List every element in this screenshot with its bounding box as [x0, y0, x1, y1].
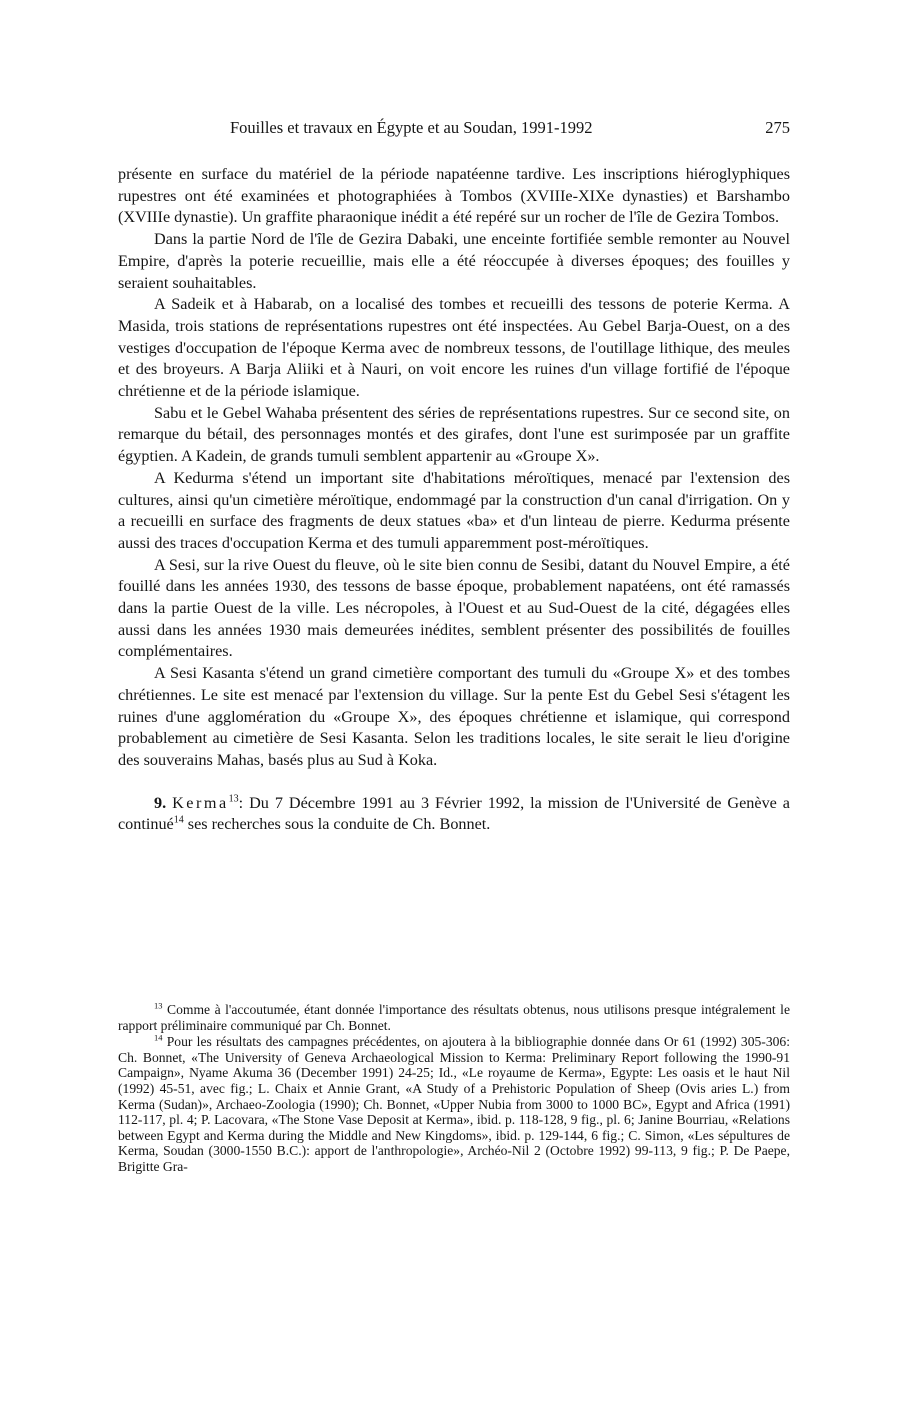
- footnote: [118, 1034, 790, 1174]
- footnote-text: Comme à l'accoutumée, étant donnée l'importance des résultats obtenus, nous utilisons presque intégralement le rapport préliminaire communiqué par Ch. Bonnet.: [118, 1002, 790, 1033]
- paragraph: A Sesi Kasanta s'étend un grand cimetière comportant des tumuli du «Groupe X» et des tombes chrétiennes. Le site est menacé par l'extension du village. Sur la pente Est du Gebel Sesi s'étagent les ruines d'une agglomération du «Groupe X», des époques chrétienne et islamique, qui correspond probablement au cimetière de Sesi Kasanta. Selon les traditions locales, le site serait le lieu d'origine des souverains Mahas, basés plus au Sud à Koka.: [118, 664, 790, 769]
- body-text: [118, 164, 790, 836]
- paragraph: Dans la partie Nord de l'île de Gezira Dabaki, une enceinte fortifiée semble remonter au Nouvel Empire, d'après la poterie recueillie, mais elle a été réoccupée à diverses époques; des fouilles y seraient souhaitables.: [118, 230, 790, 292]
- paragraph: A Sadeik et à Habarab, on a localisé des tombes et recueilli des tessons de poterie Kerma. A Masida, trois stations de représentations rupestres ont été inspectées. Au Gebel Barja-Ouest, on a des vestiges d'occupation de l'époque Kerma avec de nombreux tessons, de l'outillage lithique, des meules et des broyeurs. A Barja Aliiki et à Nauri, on voit encore les ruines d'un village fortifié de l'époque chrétienne et de la période islamique.: [118, 295, 790, 401]
- footnote-ref[interactable]: 14: [173, 815, 184, 826]
- paragraph: Sabu et le Gebel Wahaba présentent des séries de représentations rupestres. Sur ce second site, on remarque du bétail, des personnages montés et des girafes, dont l'une est surimposée par un graffite égyptien. A Kadein, de grands tumuli semblent appartenir au «Groupe X».: [118, 403, 790, 466]
- running-title: Fouilles et travaux en Égypte et au Soudan, 1991-1992: [230, 118, 593, 137]
- section-text: : Du 7 Décembre 1991 au 3 Février 1992, la mission de l'Université de Genève a continué: [118, 793, 790, 834]
- footnote-text: Pour les résultats des campagnes précédentes, on ajoutera à la bibliographie donnée dans Or 61 (1992) 305-306: Ch. Bonnet, «The University of Geneva Archaeological Mission to Kerma: Preliminary Report following the 1990-91 Campaign», Nyame Akuma 36 (December 1991) 24-25; Id., «Le royaume de Kerma», Egypte: Les oasis et le haut Nil (1992) 45-51, avec fig.; L. Chaix et Annie Grant, «A Study of a Prehistoric Population of Sheep (Ovis aries L.) from Kerma (Sudan)», Archaeo-Zoologia (1990); Ch. Bonnet, «Upper Nubia from 3000 to 1000 BC», Egypt and Africa (1991) 112-117, pl. 4; P. Lacovara, «The Stone Vase Deposit at Kerma», ibid. p. 118-128, 9 fig., pl. 6; Janine Bourriau, «Relations between Egypt and Kerma during the Middle and New Kingdoms», ibid. p. 129-144, 6 fig.; C. Simon, «Les sépultures de Kerma, Soudan (3000-1550 B.C.): apport de l'anthropologie», Archéo-Nil 2 (Octobre 1992) 99-113, 9 fig.; P. De Paepe, Brigitte Gra-: [118, 1034, 790, 1174]
- section-title: Kerma: [172, 793, 229, 812]
- footnote-number: 13: [154, 1000, 163, 1011]
- section-number: 9.: [154, 793, 167, 812]
- footnote: [118, 1002, 790, 1033]
- footnote-ref[interactable]: 13: [228, 793, 239, 805]
- paragraph: présente en surface du matériel de la période napatéenne tardive. Les inscriptions hiéroglyphiques rupestres ont été examinées et photographiées à Tombos (XVIIIe-XIXe dynasties) et Barshambo (XVIIIe dynastie). Un graffite pharaonique inédit a été repéré sur un rocher de l'île de Gezira Tombos.: [118, 165, 790, 227]
- paragraph: A Sesi, sur la rive Ouest du fleuve, où le site bien connu de Sesibi, datant du Nouvel Empire, a été fouillé dans les années 1930, des tessons de basse époque, probablement napatéens, ont été ramassés dans la partie Ouest de la ville. Les nécropoles, à l'Ouest et au Sud-Ouest de la cité, dégagées elles aussi dans les années 1930 mais demeurées inédites, semblent présenter des possibilités de fouilles complémentaires.: [118, 555, 790, 661]
- section-paragraph: [118, 793, 790, 836]
- section-text: ses recherches sous la conduite de Ch. Bonnet.: [183, 815, 491, 834]
- paragraph: A Kedurma s'étend un important site d'habitations méroïtiques, menacé par l'extension des cultures, ainsi qu'un cimetière méroïtique, endommagé par la construction d'un canal d'irrigation. On y a recueilli en surface des fragments de deux statues «ba» et d'un linteau de pierre. Kedurma présente aussi des traces d'occupation Kerma et des tumuli apparemment post-méroïtiques.: [118, 468, 790, 552]
- page-number: 275: [765, 118, 790, 137]
- footnote-number: 14: [154, 1032, 163, 1043]
- footnotes: [118, 1002, 790, 1175]
